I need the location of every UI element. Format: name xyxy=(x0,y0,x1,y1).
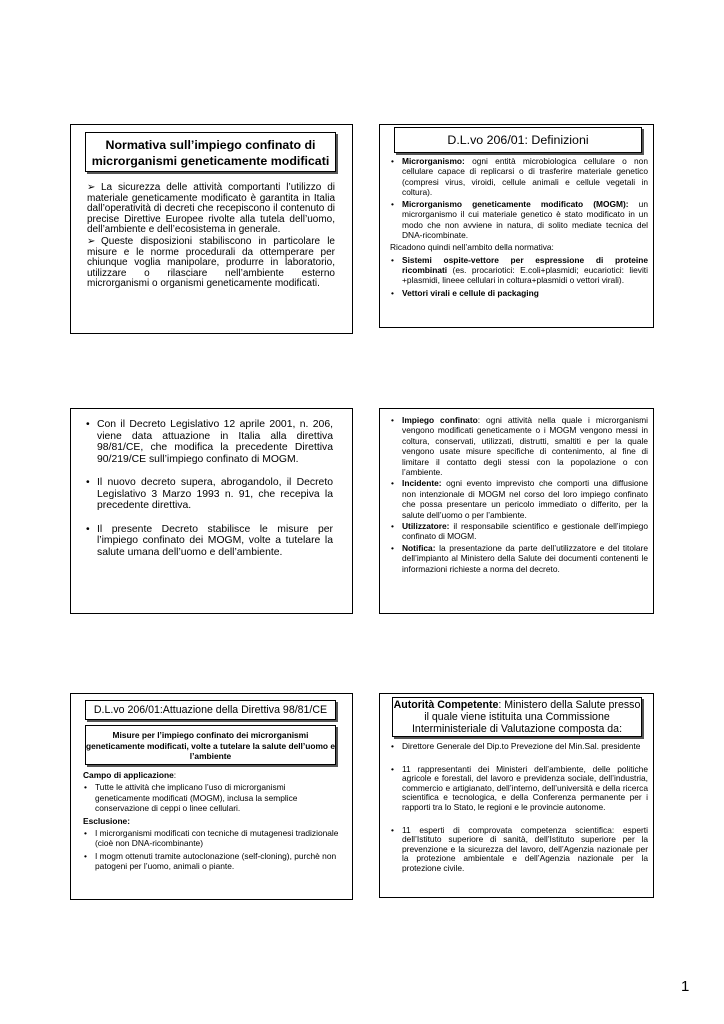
section-heading xyxy=(83,770,339,780)
definition-text: la presentazione da parte dell’utilizzatore e del titolare dell’impianto al Ministero della Salute dei documenti contenenti le informazioni richieste a norma del decreto. xyxy=(402,542,648,574)
definition-text: ogni evento imprevisto che comporti una diffusione non intenzionale di MOGM nel corso del loro impiego confinato che possa presentare un pericolo immediato o differito, per la salute dell’uomo o per l’ambiente. xyxy=(402,478,648,520)
bullet-list xyxy=(83,782,339,813)
bullet-list xyxy=(85,419,333,570)
arrow-bullet-icon: ➢ xyxy=(87,182,96,193)
list-item xyxy=(85,419,333,465)
campo-colon: : xyxy=(173,770,177,780)
bullet-list xyxy=(87,183,335,291)
slide-definizioni xyxy=(379,124,654,328)
list-item xyxy=(390,255,648,286)
definition-term: Vettori virali e cellule di packaging xyxy=(402,287,539,298)
arrow-bullet-icon: ➢ xyxy=(87,235,96,247)
definition-term: Microrganismo: xyxy=(402,156,465,166)
list-item xyxy=(390,199,648,240)
slide-autorita xyxy=(379,693,654,898)
dot-bullet-icon: • xyxy=(84,850,87,861)
dot-bullet-icon: • xyxy=(86,477,90,488)
list-item xyxy=(87,237,335,290)
campo-label: Campo di applicazione xyxy=(83,770,174,780)
bullet-list xyxy=(83,828,339,872)
dot-bullet-icon: • xyxy=(84,828,87,839)
list-item xyxy=(87,183,335,236)
list-item xyxy=(390,156,648,197)
dot-bullet-icon: • xyxy=(391,254,394,265)
definition-term: Notifica: xyxy=(402,542,436,553)
dot-bullet-icon: • xyxy=(391,741,394,751)
definition-text: il responsabile scientifico e gestionale dell’impiego confinato di MOGM. xyxy=(402,521,648,542)
slide-definizioni-2 xyxy=(379,408,654,614)
slide-title xyxy=(85,132,336,172)
definition-list xyxy=(390,415,648,575)
dot-bullet-icon: • xyxy=(86,523,90,535)
dot-bullet-icon: • xyxy=(391,415,394,425)
slide-title xyxy=(394,127,642,153)
list-item xyxy=(390,742,648,752)
definition-term: Utilizzatore: xyxy=(402,521,450,532)
slide-subtitle xyxy=(85,725,336,765)
list-item xyxy=(390,765,648,813)
bullet-text: La sicurezza delle attività comportanti l’utilizzo di materiale geneticamente modificato è garantita in Italia dall’operatività di decreti che recepiscono il contenuto di precise Direttive Europee rivolte alla tutela dell’uomo, dell’ambiente e dell’ecosistema in generale. xyxy=(87,182,335,236)
slide-decreto xyxy=(70,408,353,614)
dot-bullet-icon: • xyxy=(391,156,394,166)
bullet-text: I mogm ottenuti tramite autoclonazione (self-cloning), purchè non patogeni per l’uomo, animali o piante. xyxy=(95,850,337,872)
slide-body xyxy=(83,770,339,874)
slide-attuazione xyxy=(70,693,353,900)
bullet-text: 11 rappresentanti dei Ministeri dell’ambiente, delle politiche agricole e forestali, del lavoro e previdenza sociale, dell’industria, commercio e artigianato, dell’interno, dell’università e della ricerca scientifica e tecnologica, e della Conferenza permanente per i rapporti tra lo Stato, le regioni e le provincie autonome. xyxy=(402,763,648,812)
dot-bullet-icon: • xyxy=(391,521,394,532)
definition-term: Microrganismo geneticamente modificato (MOGM): xyxy=(402,199,629,210)
dot-bullet-icon: • xyxy=(391,763,394,774)
bullet-text: Direttore Generale del Dip.to Prevezione del Min.Sal. presidente xyxy=(402,741,641,751)
list-item xyxy=(83,851,339,872)
dot-bullet-icon: • xyxy=(84,782,87,793)
bullet-text: Il presente Decreto stabilisce le misure per l’impiego confinato dei MOGM, volte a tutelare la salute umana dell’uomo e dell’ambiente. xyxy=(97,523,333,558)
bullet-text: Tutte le attività che implicano l’uso di microrganismi geneticamente modificati (MOGM), inclusa la semplice conservazione di ceppi o linee cellulari. xyxy=(95,782,298,814)
list-item xyxy=(390,826,648,874)
dot-bullet-icon: • xyxy=(391,542,394,553)
dot-bullet-icon: • xyxy=(391,287,394,298)
slide-title xyxy=(85,700,336,720)
slide-subtitle-text: Misure per l’impiego confinato dei microrganismi geneticamente modificati, volte a tutelare la salute dell’uomo e l’ambiente xyxy=(86,730,335,761)
section-heading: Esclusione: xyxy=(83,815,131,826)
definition-list xyxy=(390,255,648,298)
bullet-text: Queste disposizioni stabiliscono in particolare le misure e le norme procedurali da ottemperare per chiunque voglia manipolare, produrre in laboratorio, utilizzare o rilasciare nell’ambiente esterno microrganismi o organismi geneticamente modificati. xyxy=(87,235,335,290)
definition-text: ogni entità microbiologica cellulare o non cellulare capace di replicarsi o di trasferire materiale genetico (compresi virus, viroidi, cellule animali e cellule vegetali in coltura). xyxy=(402,156,648,197)
list-item xyxy=(390,543,648,574)
slide-title-text: : Ministero della Salute presso il quale viene istituita una Commissione Interministeriale di Valutazione composta da: xyxy=(411,699,641,735)
definition-text: (es. procariotici: E.coli+plasmidi; eucariotici: lieviti +plasmidi, lineee cellulari in coltura+plasmidi o vettori virali). xyxy=(402,264,648,286)
dot-bullet-icon: • xyxy=(391,478,394,489)
definition-text: : ogni attività nella quale i microrganismi vengono modificati geneticamente o i MOGM vengono messi in coltura, conservati, utilizzati, distrutti, smaltiti e per la quale vengono usate misure specifiche di contenimento, al fine di limitare il contatto degli stessi con la popolazione o con l’ambiente. xyxy=(402,415,648,478)
dot-bullet-icon: • xyxy=(391,199,394,210)
dot-bullet-icon: • xyxy=(86,419,90,430)
slide-title-text: D.L.vo 206/01: Definizioni xyxy=(447,133,589,147)
definition-term: Incidente: xyxy=(402,478,442,489)
slide-title-bold: Autorità Competente xyxy=(393,699,499,711)
list-item xyxy=(85,477,333,512)
intro-text: Ricadono quindi nell’ambito della normativa: xyxy=(390,242,554,253)
list-item xyxy=(83,782,339,813)
dot-bullet-icon: • xyxy=(391,824,394,835)
list-item xyxy=(83,828,339,849)
list-item xyxy=(390,521,648,542)
definition-list xyxy=(390,156,648,240)
slide-title xyxy=(392,697,642,737)
definition-term: Impiego confinato xyxy=(402,415,478,425)
bullet-text: I microrganismi modificati con tecniche di mutagenesi tradizionale (cioè non DNA-ricombinante) xyxy=(95,828,339,849)
slide-title-text: Normativa sull’impiego confinato di microrganismi geneticamente modificati xyxy=(91,138,330,168)
bullet-text: Il nuovo decreto supera, abrogandolo, il Decreto Legislativo 3 Marzo 1993 n. 91, che recepiva la precedente direttiva. xyxy=(97,477,333,511)
list-item xyxy=(390,478,648,520)
slide-normativa xyxy=(70,124,353,334)
slide-title-text: D.L.vo 206/01:Attuazione della Direttiva 98/81/CE xyxy=(93,704,328,716)
list-item xyxy=(390,415,648,477)
definition-text: un microrganismo il cui materiale genetico è stato modificato in un modo che non avviene in natura, di solito mediate tecnica del DNA-ricombinate. xyxy=(402,199,648,241)
definition-term: Sistemi ospite-vettore per espressione di proteine ricombinati xyxy=(402,254,648,275)
list-item xyxy=(390,288,648,298)
bullet-list xyxy=(390,742,648,887)
bullet-text: 11 esperti di comprovata competenza scientifica: esperti dell’Istituto superiore di sanità, dell’Istituto superiore per la prevenzione e la sicurezza del lavoro, dell’Agenzia nazionale per la protezione ambientale e dell’Agenzia nazionale per la protezione civile. xyxy=(402,824,648,873)
bullet-text: Con il Decreto Legislativo 12 aprile 2001, n. 206, viene data attuazione in Italia alla direttiva 98/81/CE, che modifica la precedente Direttiva 90/219/CE sull’impiego confinato di MOGM. xyxy=(97,419,333,465)
list-item xyxy=(85,524,333,559)
slide-body xyxy=(390,156,648,300)
page-number: 1 xyxy=(681,978,690,995)
